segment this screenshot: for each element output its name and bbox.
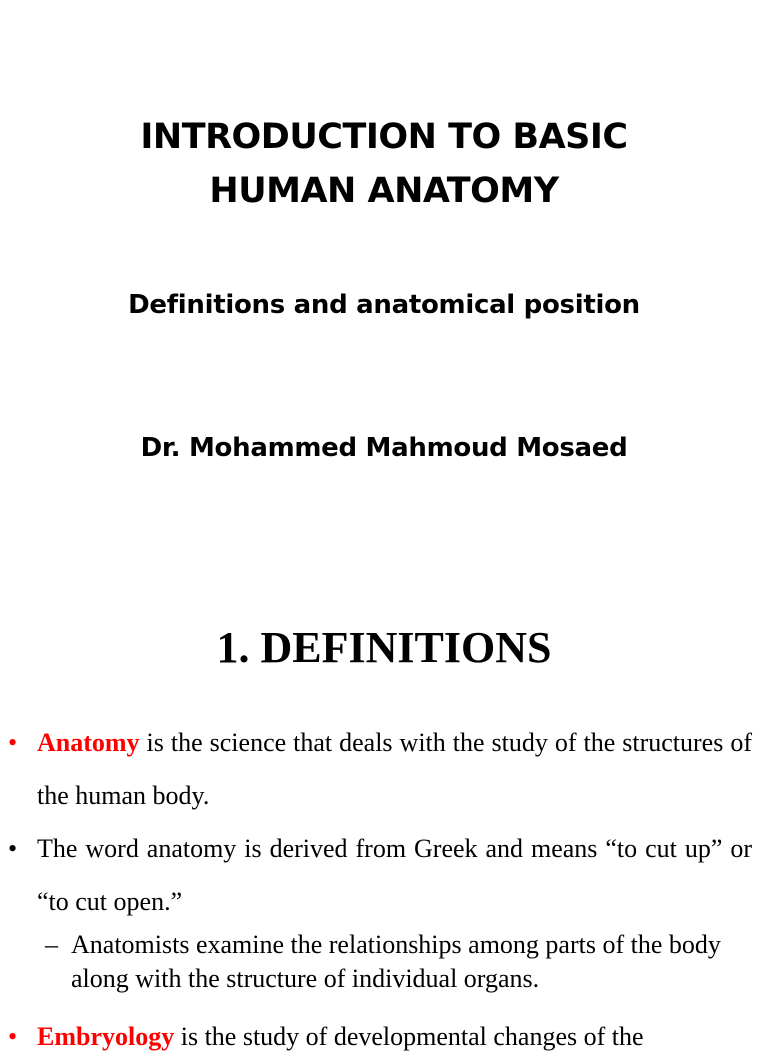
bullet-icon: • [8,728,18,757]
title-line-1: INTRODUCTION TO BASIC [140,117,628,157]
author-name: Dr. Mohammed Mahmoud Mosaed [140,433,628,463]
term-embryology: Embryology [37,1022,175,1051]
sub-list-item [0,928,768,996]
presentation-subtitle: Definitions and anatomical position [128,290,640,320]
list-item [0,716,768,822]
definitions-list [0,716,768,1063]
definition-text: is the study of developmental changes of the [174,1022,644,1051]
bullet-icon: • [8,1022,18,1051]
list-item [0,822,768,928]
title-line-2: HUMAN ANATOMY [209,171,559,211]
term-anatomy: Anatomy [37,728,140,757]
dash-icon: – [45,930,58,959]
definition-text: The word anatomy is derived from Greek and means “to cut up” or “to cut open.” [37,834,752,916]
sub-definition-text: Anatomists examine the relationships among parts of the body along with the structure of individual organs. [71,930,721,993]
presentation-title [0,110,768,218]
list-item [0,1010,768,1063]
definitions-slide [0,576,768,1051]
definition-text: is the science that deals with the study of the structures of the human body. [37,728,752,810]
bullet-icon: • [8,834,18,863]
section-heading: 1. DEFINITIONS [216,623,552,672]
